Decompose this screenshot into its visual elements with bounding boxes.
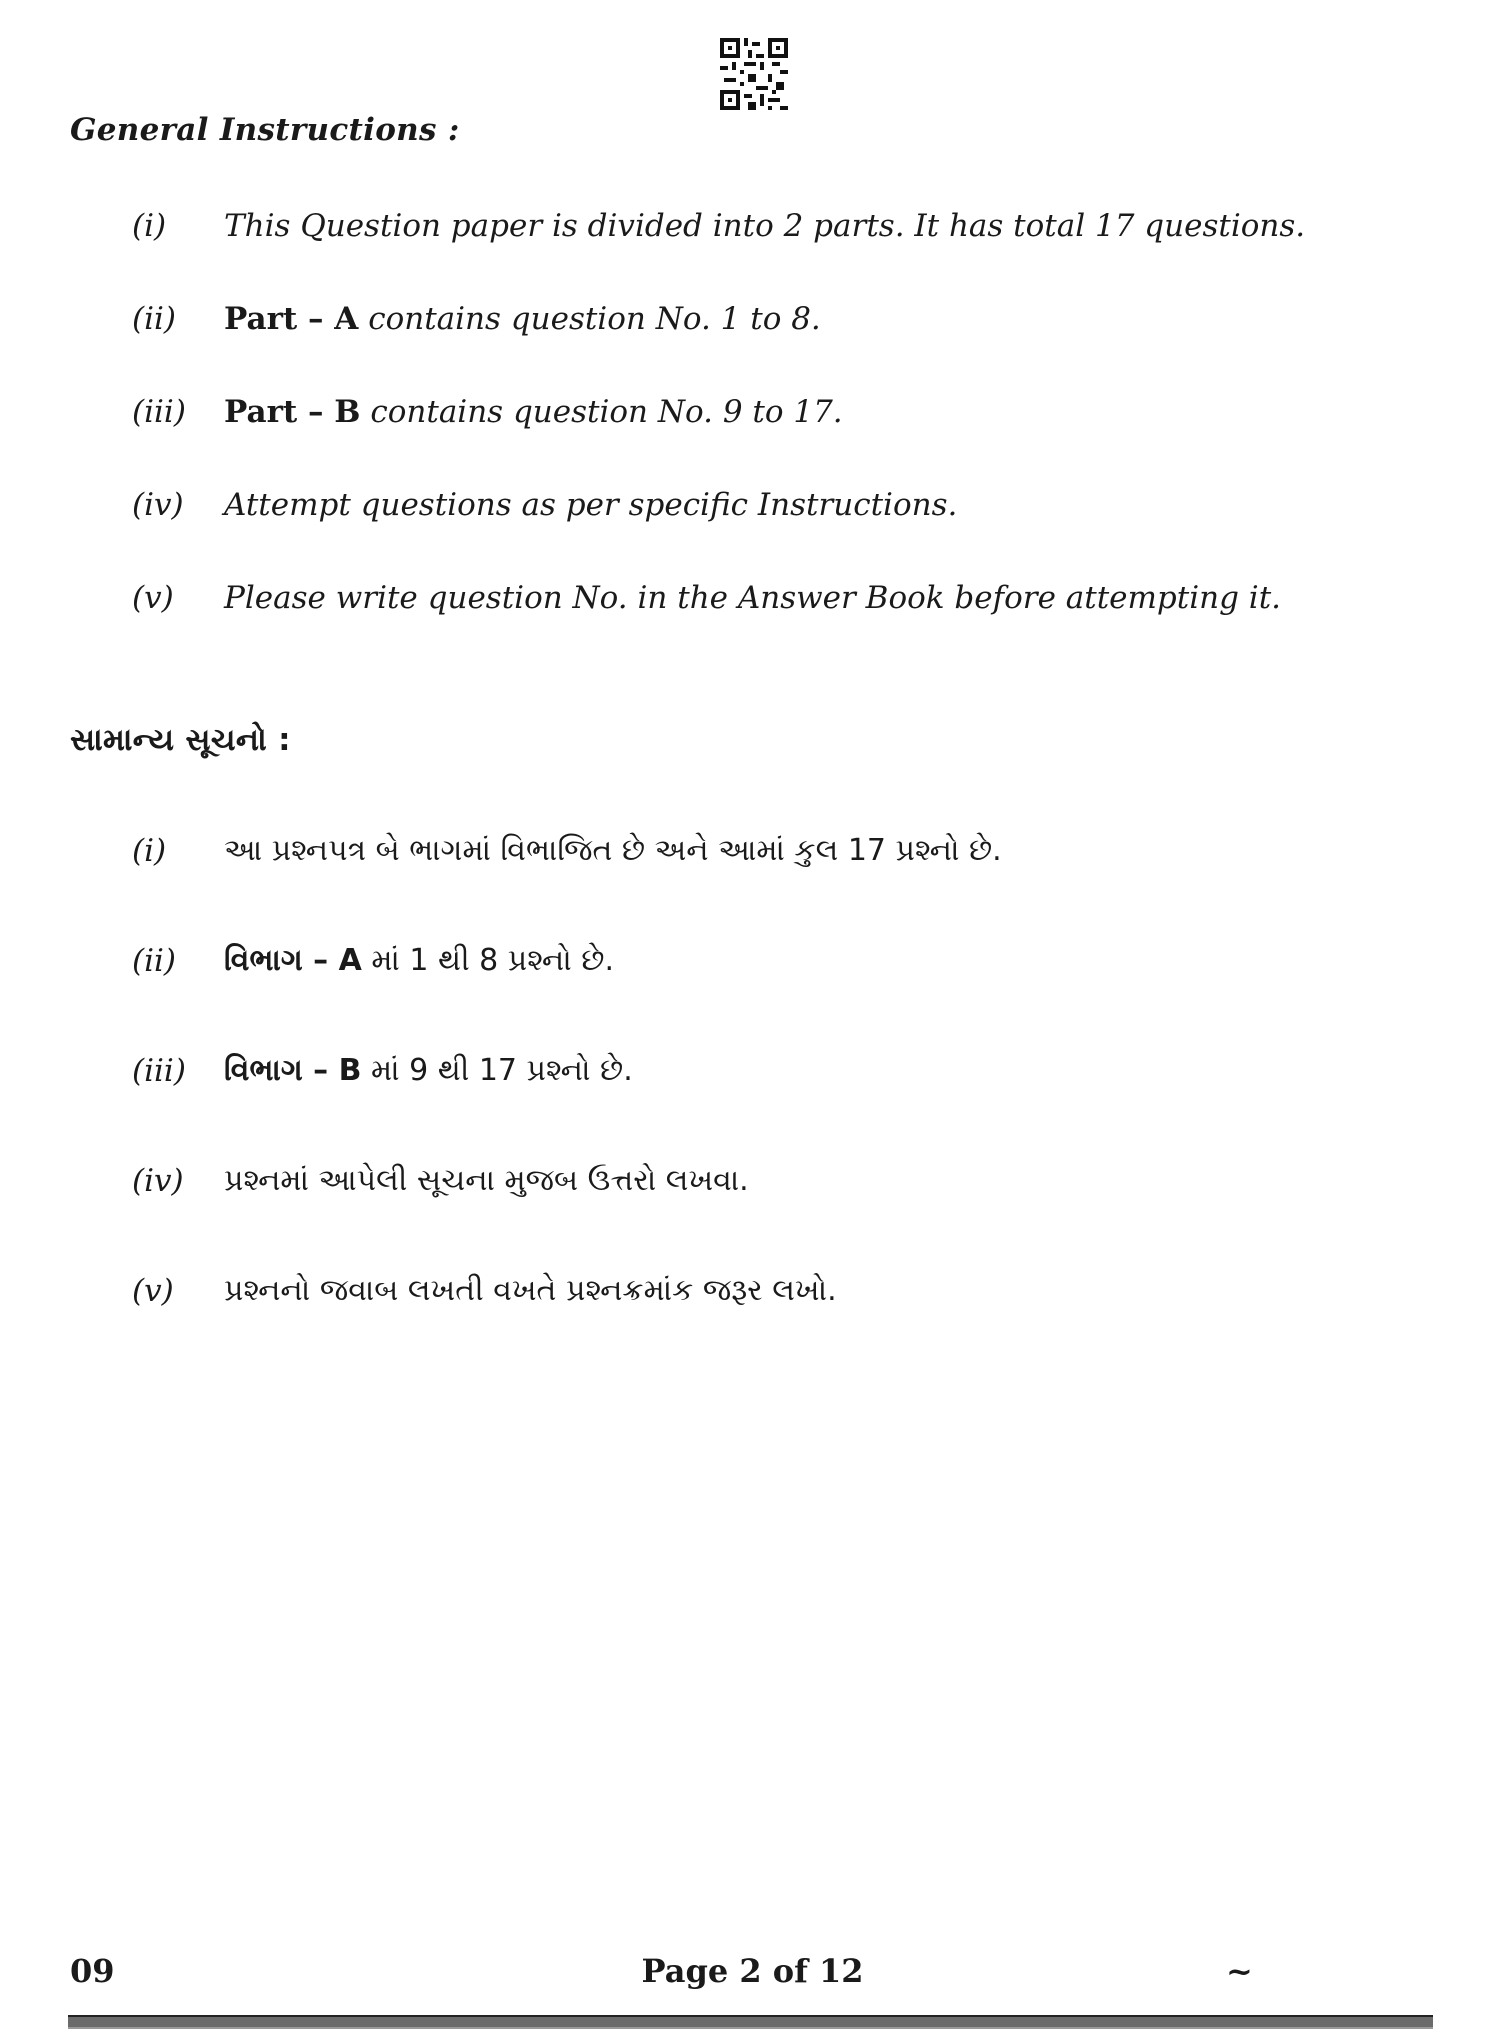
instruction-item xyxy=(132,301,1445,345)
item-text xyxy=(224,943,614,978)
gujarati-instructions-heading: સામાન્ય સૂચનો : xyxy=(70,722,291,758)
item-number: (iii) xyxy=(132,1053,186,1089)
item-text: This Question paper is divided into 2 parts. It has total 17 questions. xyxy=(224,208,1306,244)
item-number: (ii) xyxy=(132,943,177,979)
item-text-rest: માં 1 થી 8 પ્રશ્નો છે. xyxy=(361,943,614,978)
item-number: (i) xyxy=(132,833,167,869)
footer-tilde: ~ xyxy=(1226,1952,1253,1990)
item-text: Please write question No. in the Answer Book before attempting it. xyxy=(224,580,1282,616)
item-text: પ્રશ્નમાં આપેલી સૂચના મુજબ ઉત્તરો લખવા. xyxy=(224,1163,749,1198)
item-text-rest: contains question No. 9 to 17. xyxy=(360,394,843,430)
item-number: (iii) xyxy=(132,394,186,430)
instruction-item-gujarati xyxy=(132,833,1445,877)
item-number: (iv) xyxy=(132,1163,184,1199)
item-number: (v) xyxy=(132,580,174,616)
part-label: Part – A xyxy=(224,301,359,337)
item-text: આ પ્રશ્નપત્ર બે ભાગમાં વિભાજિત છે અને આમાં કુલ 17 પ્રશ્નો છે. xyxy=(224,833,1002,868)
general-instructions-heading: General Instructions : xyxy=(70,112,460,148)
page-number: Page 2 of 12 xyxy=(641,1952,864,1990)
instruction-item-gujarati xyxy=(132,1053,1445,1097)
instruction-item-gujarati xyxy=(132,1273,1445,1317)
item-text-rest: માં 9 થી 17 પ્રશ્નો છે. xyxy=(361,1053,633,1088)
item-number: (v) xyxy=(132,1273,174,1309)
item-text: Attempt questions as per specific Instructions. xyxy=(224,487,958,523)
item-text xyxy=(224,394,843,430)
paper-code: 09 xyxy=(70,1952,115,1990)
instruction-item xyxy=(132,208,1445,252)
part-label: વિભાગ – B xyxy=(224,1053,362,1088)
item-text: પ્રશ્નનો જવાબ લખતી વખતે પ્રશ્નક્રમાંક જરૂર લખો. xyxy=(224,1273,837,1308)
item-number: (ii) xyxy=(132,301,177,337)
instruction-item xyxy=(132,394,1445,438)
instruction-item-gujarati xyxy=(132,1163,1445,1207)
instruction-item-gujarati xyxy=(132,943,1445,987)
item-text xyxy=(224,301,821,337)
instruction-item xyxy=(132,487,1445,531)
item-number: (i) xyxy=(132,208,167,244)
qr-code-icon xyxy=(720,38,788,110)
item-text-rest: contains question No. 1 to 8. xyxy=(358,301,821,337)
bottom-rule xyxy=(68,2015,1433,2029)
item-number: (iv) xyxy=(132,487,184,523)
part-label: Part – B xyxy=(224,394,361,430)
item-text xyxy=(224,1053,633,1088)
part-label: વિભાગ – A xyxy=(224,943,362,978)
instruction-item xyxy=(132,580,1445,624)
